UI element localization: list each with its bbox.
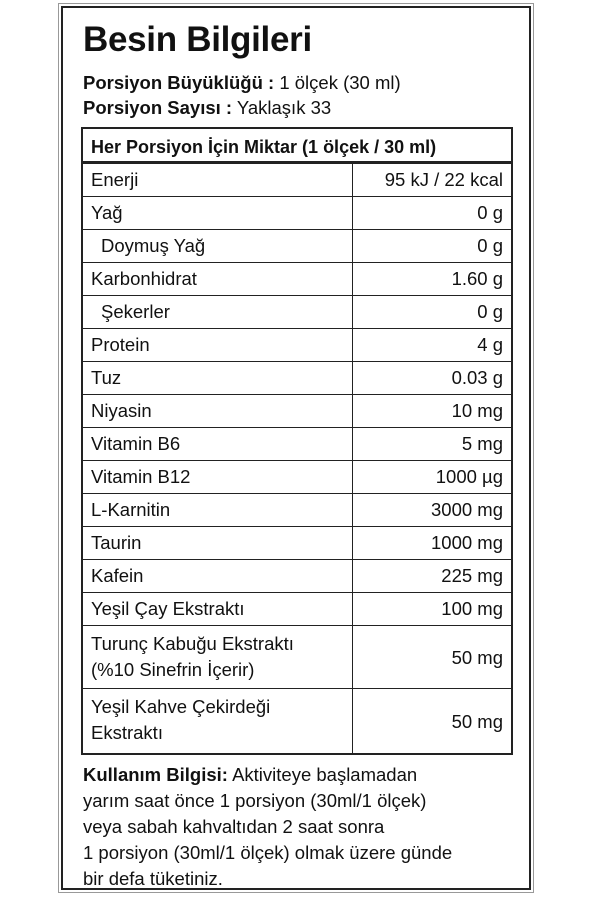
serving-size-value: 1 ölçek (30 ml)	[279, 72, 401, 93]
usage-line: 1 porsiyon (30ml/1 ölçek) olmak üzere günde	[83, 842, 453, 863]
nutrient-name: Taurin	[91, 532, 142, 553]
table-row	[83, 626, 511, 689]
nutrient-value: 5 mg	[461, 433, 503, 454]
nutrient-name: Yeşil Çay Ekstraktı	[91, 598, 245, 619]
nutrient-name: Niyasin	[91, 400, 152, 421]
usage-info	[83, 762, 515, 892]
table-header-text: Her Porsiyon İçin Miktar (1 ölçek / 30 ml)	[91, 137, 437, 157]
nutrition-label	[61, 6, 531, 890]
table-row	[83, 560, 511, 593]
nutrient-value: 1000 µg	[435, 466, 503, 487]
nutrient-name: Yeşil Kahve Çekirdeği	[91, 696, 271, 717]
nutrient-name: Doymuş Yağ	[101, 235, 206, 256]
usage-line: veya sabah kahvaltıdan 2 saat sonra	[83, 816, 385, 837]
nutrient-value: 50 mg	[451, 711, 503, 732]
nutrient-name: Karbonhidrat	[91, 268, 197, 289]
nutrient-value: 1000 mg	[431, 532, 503, 553]
label-title: Besin Bilgileri	[83, 20, 312, 59]
nutrient-name-note: Ekstraktı	[91, 722, 163, 743]
serving-size	[83, 74, 401, 93]
table-row	[83, 329, 511, 362]
table-row	[83, 362, 511, 395]
usage-line: Aktiviteye başlamadan	[232, 764, 418, 785]
nutrient-name: Tuz	[91, 367, 122, 388]
table-row	[83, 593, 511, 626]
table-row	[83, 263, 511, 296]
table-row	[83, 461, 511, 494]
usage-line: yarım saat önce 1 porsiyon (30ml/1 ölçek)	[83, 790, 427, 811]
serving-count-label: Porsiyon Sayısı :	[83, 97, 233, 118]
table-row	[83, 296, 511, 329]
nutrient-value: 50 mg	[451, 647, 503, 668]
table-row	[83, 395, 511, 428]
table-row	[83, 230, 511, 263]
serving-count	[83, 99, 331, 118]
nutrition-table	[81, 127, 513, 755]
nutrient-name: L-Karnitin	[91, 499, 171, 520]
nutrient-value: 1.60 g	[451, 268, 503, 289]
table-row	[83, 197, 511, 230]
table-header	[83, 129, 511, 164]
usage-line: bir defa tüketiniz.	[83, 868, 223, 889]
nutrient-value: 0.03 g	[451, 367, 503, 388]
nutrient-name: Vitamin B12	[91, 466, 191, 487]
table-row	[83, 689, 511, 753]
nutrient-name: Enerji	[91, 169, 139, 190]
serving-count-value: Yaklaşık 33	[236, 97, 332, 118]
table-row	[83, 527, 511, 560]
nutrient-name: Turunç Kabuğu Ekstraktı	[91, 633, 294, 654]
nutrient-value: 225 mg	[441, 565, 503, 586]
nutrient-value: 0 g	[477, 235, 503, 256]
table-row	[83, 494, 511, 527]
nutrient-value: 4 g	[477, 334, 503, 355]
nutrient-name: Kafein	[91, 565, 144, 586]
table-row	[83, 164, 511, 197]
nutrient-value: 0 g	[477, 202, 503, 223]
nutrient-value: 100 mg	[441, 598, 503, 619]
nutrient-name-note: (%10 Sinefrin İçerir)	[91, 659, 255, 680]
table-row	[83, 428, 511, 461]
nutrient-name: Yağ	[91, 202, 123, 223]
usage-label: Kullanım Bilgisi:	[83, 764, 228, 785]
nutrient-value: 0 g	[477, 301, 503, 322]
nutrient-name: Şekerler	[101, 301, 170, 322]
nutrient-name: Vitamin B6	[91, 433, 181, 454]
nutrient-value: 3000 mg	[431, 499, 503, 520]
serving-size-label: Porsiyon Büyüklüğü :	[83, 72, 275, 93]
nutrient-value: 10 mg	[451, 400, 503, 421]
nutrient-name: Protein	[91, 334, 150, 355]
nutrient-value: 95 kJ / 22 kcal	[384, 169, 503, 190]
